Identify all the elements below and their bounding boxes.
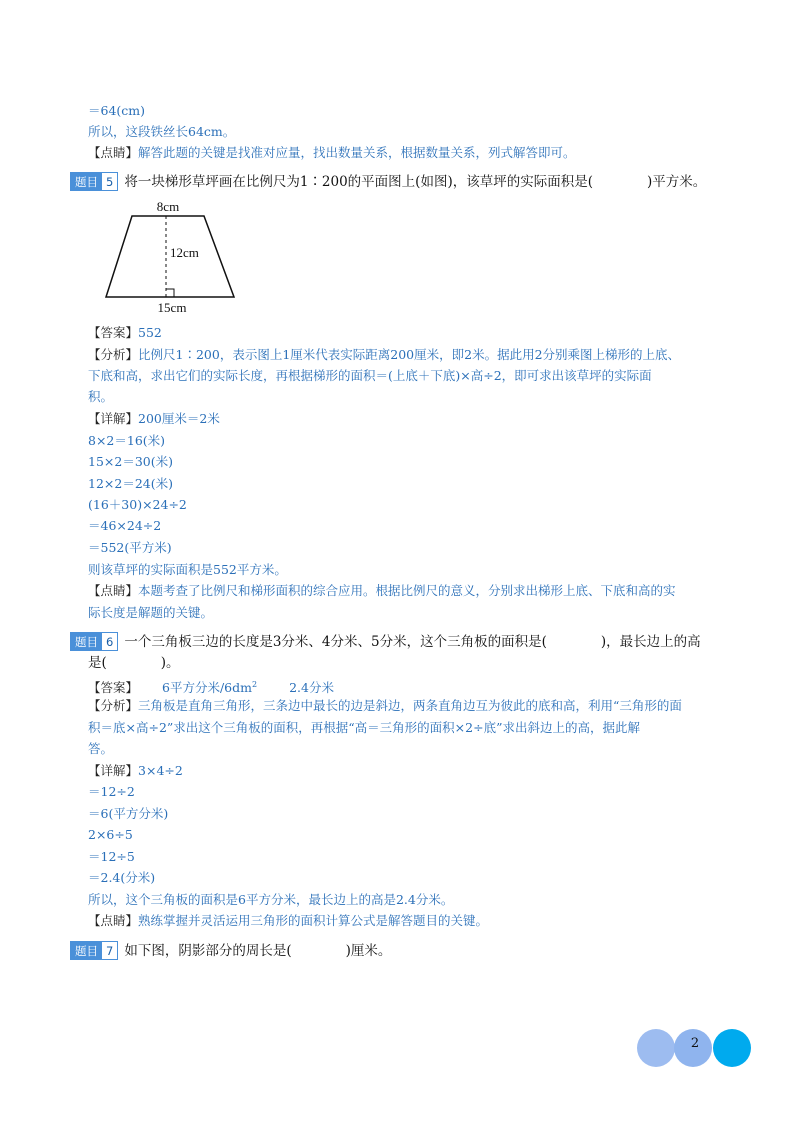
question-tag-word: 题目 <box>71 173 102 190</box>
question-tag <box>70 941 118 960</box>
question-text-continued: 是( )。 <box>88 655 180 671</box>
answer-superscript: 2 <box>252 680 258 689</box>
detail-line: ＝6(平方分米) <box>88 806 169 821</box>
detail-line: 2×6÷5 <box>88 827 133 842</box>
top-base-label: 8cm <box>156 199 180 214</box>
detail-line <box>88 411 220 427</box>
height-label: 12cm <box>170 245 199 260</box>
point-tag: 【点睛】 <box>88 583 139 598</box>
question-tag-word: 题目 <box>71 633 102 650</box>
point-line <box>88 913 488 929</box>
right-angle-mark <box>166 289 174 297</box>
analysis-tag: 【分析】 <box>88 347 139 362</box>
analysis-text: 比例尺1∶200，表示图上1厘米代表实际距离200厘米，即2米。据此用2分别乘图上梯形的上底、 <box>138 347 681 362</box>
detail-tag: 【详解】 <box>88 411 139 426</box>
detail-line: ＝552(平方米) <box>88 540 172 555</box>
point-line <box>88 145 576 161</box>
bottom-base-label: 15cm <box>157 300 187 315</box>
question-tag-number: 6 <box>102 633 117 650</box>
detail-line: 8×2＝16(米) <box>88 433 166 448</box>
answer-tag: 【答案】 <box>88 680 139 696</box>
analysis-text: 三角板是直角三角形，三条边中最长的边是斜边，两条直角边互为彼此的底和高，利用“三角形的面 <box>138 698 682 713</box>
detail-text: 3×4÷2 <box>138 763 183 778</box>
analysis-line: 下底和高，求出它们的实际长度，再根据梯形的面积＝(上底＋下底)×高÷2，即可求出该草坪的实际面 <box>88 368 652 383</box>
answer-value: 552 <box>138 325 162 340</box>
analysis-line: 积。 <box>88 389 114 404</box>
point-text: 解答此题的关键是找准对应量，找出数量关系，根据数量关系，列式解答即可。 <box>138 145 576 160</box>
text-line: ＝64(cm) <box>88 103 146 118</box>
point-text: 熟练掌握并灵活运用三角形的面积计算公式是解答题目的关键。 <box>138 913 489 928</box>
text-line: 所以，这段铁丝长64cm。 <box>88 124 236 139</box>
answer-tag: 【答案】 <box>88 325 139 340</box>
analysis-tag: 【分析】 <box>88 698 139 713</box>
question-text: 如下图，阴影部分的周长是( )厘米。 <box>124 942 392 959</box>
detail-line: ＝12÷2 <box>88 784 135 799</box>
point-text: 本题考查了比例尺和梯形面积的综合应用。根据比例尺的意义，分别求出梯形上底、下底和高的实 <box>138 583 676 598</box>
question-tag <box>70 172 118 191</box>
analysis-line <box>88 698 682 714</box>
question-6 <box>70 632 701 651</box>
point-line <box>88 583 676 599</box>
question-text: 将一块梯形草坪画在比例尺为1∶200的平面图上(如图)，该草坪的实际面积是( )平方米。 <box>124 173 707 190</box>
question-text: 一个三角板三边的长度是3分米、4分米、5分米，这个三角板的面积是( )，最长边上的高 <box>124 633 701 650</box>
point-line: 际长度是解题的关键。 <box>88 605 214 620</box>
answer-value: 6平方分米/6dm <box>162 680 252 696</box>
answer-line <box>88 677 334 696</box>
question-tag-number: 5 <box>102 173 117 190</box>
detail-line: ＝2.4(分米) <box>88 870 156 885</box>
question-7 <box>70 941 391 960</box>
question-tag <box>70 632 118 651</box>
detail-line <box>88 763 183 779</box>
trapezoid-figure <box>100 196 250 318</box>
analysis-line <box>88 347 680 363</box>
answer-value: 2.4分米 <box>289 680 334 696</box>
detail-text: 200厘米＝2米 <box>138 411 220 426</box>
analysis-line: 答。 <box>88 741 114 756</box>
question-tag-number: 7 <box>102 942 117 959</box>
detail-line: 12×2＝24(米) <box>88 476 173 491</box>
detail-line: 15×2＝30(米) <box>88 454 173 469</box>
badge-circle-right <box>713 1029 751 1067</box>
detail-line: ＝12÷5 <box>88 849 135 864</box>
answer-line <box>88 325 162 341</box>
question-tag-word: 题目 <box>71 942 102 959</box>
badge-circle-left <box>637 1029 675 1067</box>
question-5 <box>70 172 706 191</box>
detail-line: (16＋30)×24÷2 <box>88 497 187 512</box>
detail-tag: 【详解】 <box>88 763 139 778</box>
point-tag: 【点睛】 <box>88 913 139 928</box>
answer-value-area <box>162 680 257 695</box>
detail-line: ＝46×24÷2 <box>88 518 162 533</box>
detail-line: 则该草坪的实际面积是552平方米。 <box>88 562 287 577</box>
analysis-line: 积＝底×高÷2”求出这个三角板的面积，再根据“高＝三角形的面积×2÷底”求出斜边上的高，据此解 <box>88 720 640 735</box>
detail-line: 所以，这个三角板的面积是6平方分米，最长边上的高是2.4分米。 <box>88 892 454 907</box>
point-tag: 【点睛】 <box>88 145 139 160</box>
page-number: 2 <box>690 1036 700 1051</box>
